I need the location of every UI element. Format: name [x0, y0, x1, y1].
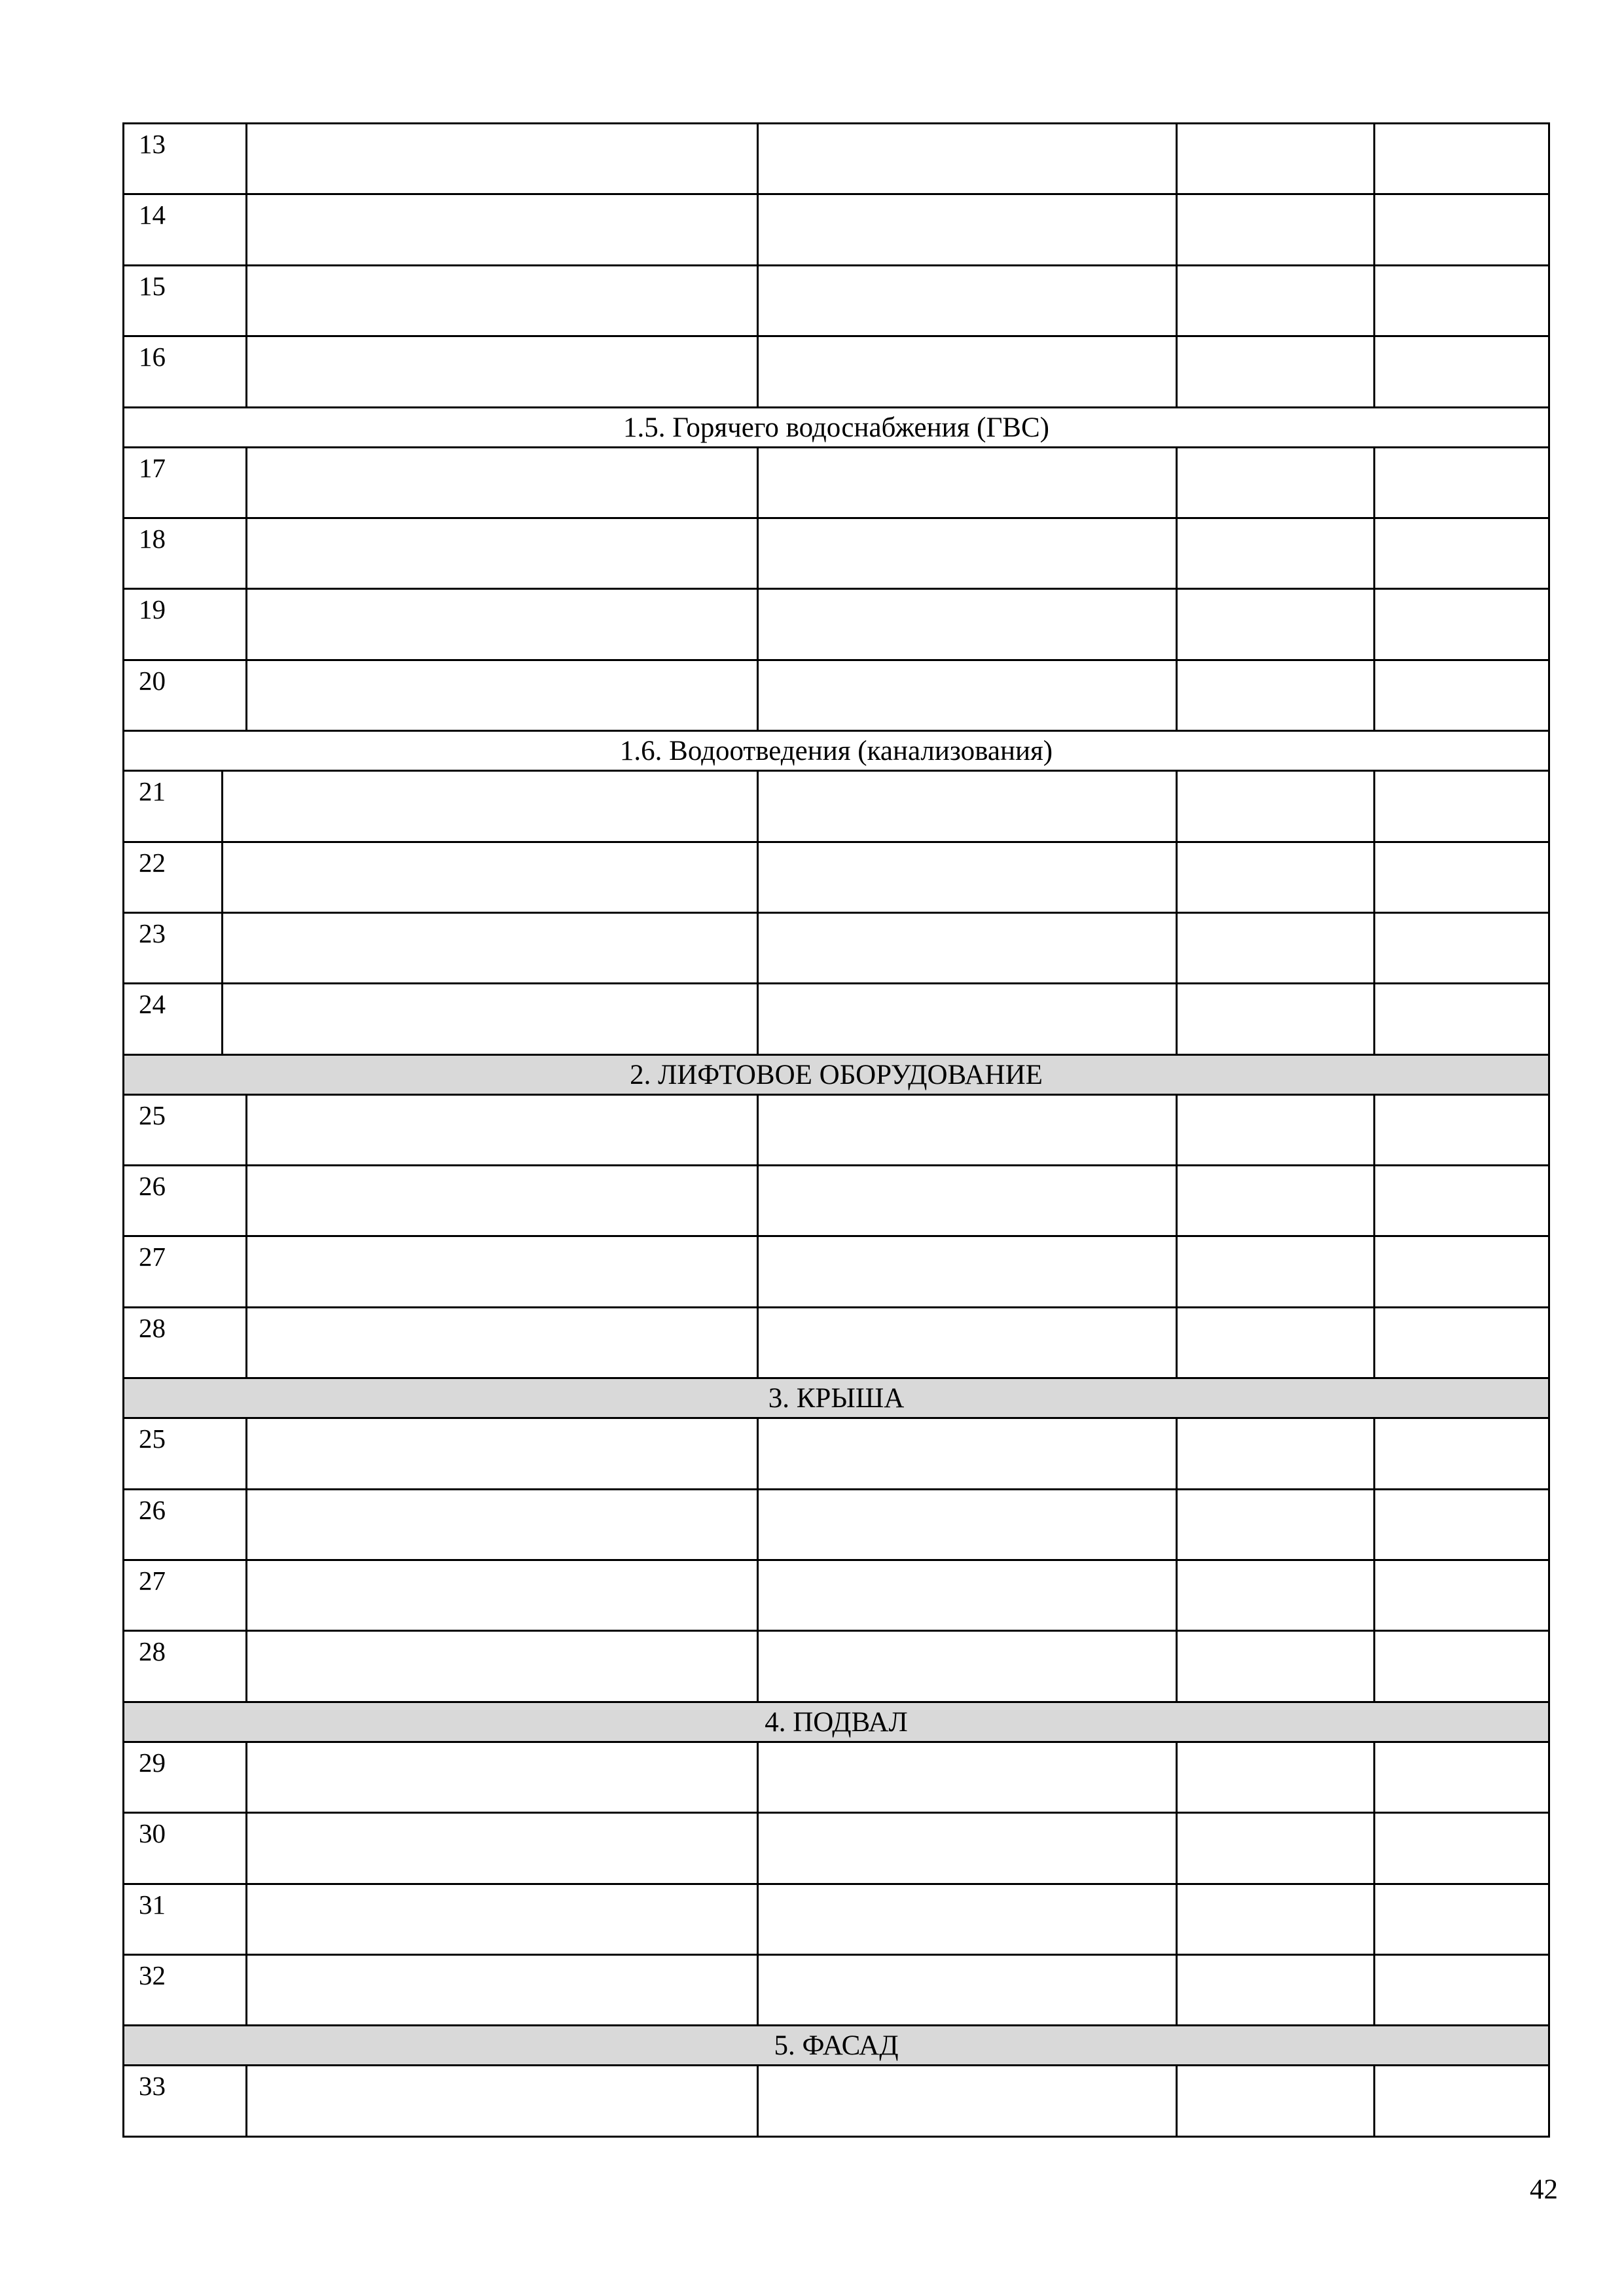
note-cell — [1375, 842, 1549, 912]
note-cell — [1375, 1884, 1549, 1954]
value-cell — [758, 1631, 1177, 1702]
note-cell — [1375, 1813, 1549, 1884]
row-number-cell: 27 — [124, 1560, 247, 1631]
value-cell — [758, 1418, 1177, 1489]
inspection-table — [122, 122, 1550, 2138]
note-cell — [1375, 194, 1549, 265]
table-row — [124, 1094, 1549, 1165]
table-row — [124, 1954, 1549, 2025]
section-title: 3. КРЫША — [124, 1378, 1549, 1418]
value-cell — [758, 336, 1177, 407]
note-cell — [1375, 589, 1549, 660]
date-cell — [1177, 265, 1375, 336]
table-row — [124, 1166, 1549, 1236]
date-cell — [1177, 1742, 1375, 1812]
note-cell — [1375, 518, 1549, 588]
description-cell — [247, 1094, 758, 1165]
row-number-cell: 29 — [124, 1742, 247, 1812]
row-number-cell: 31 — [124, 1884, 247, 1954]
table-row — [124, 1742, 1549, 1812]
date-cell — [1177, 1307, 1375, 1378]
section-title: 5. ФАСАД — [124, 2026, 1549, 2066]
row-number-cell: 27 — [124, 1236, 247, 1307]
section-header-row — [124, 407, 1549, 447]
value-cell — [758, 1560, 1177, 1631]
row-number-cell: 26 — [124, 1489, 247, 1560]
note-cell — [1375, 984, 1549, 1054]
row-number-cell: 32 — [124, 1954, 247, 2025]
table-row — [124, 447, 1549, 518]
table-row — [124, 589, 1549, 660]
note-cell — [1375, 1742, 1549, 1812]
value-cell — [758, 1884, 1177, 1954]
note-cell — [1375, 1094, 1549, 1165]
description-cell — [247, 1560, 758, 1631]
note-cell — [1375, 1489, 1549, 1560]
section-header-row — [124, 1702, 1549, 1742]
value-cell — [758, 1166, 1177, 1236]
value-cell — [758, 447, 1177, 518]
date-cell — [1177, 2066, 1375, 2136]
description-cell — [247, 2066, 758, 2136]
row-number-cell: 13 — [124, 124, 247, 194]
table-row — [124, 1560, 1549, 1631]
section-title: 4. ПОДВАЛ — [124, 1702, 1549, 1742]
description-cell — [223, 771, 758, 842]
date-cell — [1177, 984, 1375, 1054]
value-cell — [758, 518, 1177, 588]
date-cell — [1177, 589, 1375, 660]
date-cell — [1177, 124, 1375, 194]
date-cell — [1177, 1954, 1375, 2025]
table-row — [124, 194, 1549, 265]
description-cell — [247, 518, 758, 588]
note-cell — [1375, 2066, 1549, 2136]
table-row — [124, 1813, 1549, 1884]
date-cell — [1177, 1813, 1375, 1884]
value-cell — [758, 1094, 1177, 1165]
row-number-cell: 17 — [124, 447, 247, 518]
section-header-row — [124, 2026, 1549, 2066]
date-cell — [1177, 912, 1375, 983]
value-cell — [758, 1489, 1177, 1560]
table-row — [124, 984, 1549, 1054]
table-row — [124, 1307, 1549, 1378]
value-cell — [758, 589, 1177, 660]
description-cell — [223, 984, 758, 1054]
section-title: 2. ЛИФТОВОЕ ОБОРУДОВАНИЕ — [124, 1054, 1549, 1094]
value-cell — [758, 1236, 1177, 1307]
table-row — [124, 265, 1549, 336]
value-cell — [758, 124, 1177, 194]
value-cell — [758, 194, 1177, 265]
description-cell — [247, 1489, 758, 1560]
note-cell — [1375, 265, 1549, 336]
table-row — [124, 1418, 1549, 1489]
note-cell — [1375, 1418, 1549, 1489]
description-cell — [247, 1742, 758, 1812]
value-cell — [758, 265, 1177, 336]
row-number-cell: 16 — [124, 336, 247, 407]
date-cell — [1177, 842, 1375, 912]
row-number-cell: 24 — [124, 984, 223, 1054]
row-number-cell: 25 — [124, 1418, 247, 1489]
description-cell — [247, 336, 758, 407]
row-number-cell: 23 — [124, 912, 223, 983]
date-cell — [1177, 1560, 1375, 1631]
date-cell — [1177, 447, 1375, 518]
note-cell — [1375, 124, 1549, 194]
date-cell — [1177, 1631, 1375, 1702]
value-cell — [758, 2066, 1177, 2136]
description-cell — [247, 660, 758, 730]
date-cell — [1177, 518, 1375, 588]
note-cell — [1375, 1236, 1549, 1307]
date-cell — [1177, 660, 1375, 730]
date-cell — [1177, 1236, 1375, 1307]
description-cell — [247, 447, 758, 518]
description-cell — [247, 265, 758, 336]
value-cell — [758, 912, 1177, 983]
description-cell — [247, 124, 758, 194]
note-cell — [1375, 1307, 1549, 1378]
value-cell — [758, 984, 1177, 1054]
description-cell — [247, 1813, 758, 1884]
table-row — [124, 912, 1549, 983]
date-cell — [1177, 194, 1375, 265]
value-cell — [758, 660, 1177, 730]
note-cell — [1375, 1631, 1549, 1702]
date-cell — [1177, 771, 1375, 842]
table-row — [124, 1489, 1549, 1560]
date-cell — [1177, 1094, 1375, 1165]
row-number-cell: 22 — [124, 842, 223, 912]
section-title: 1.5. Горячего водоснабжения (ГВС) — [124, 407, 1549, 447]
row-number-cell: 26 — [124, 1166, 247, 1236]
row-number-cell: 15 — [124, 265, 247, 336]
row-number-cell: 19 — [124, 589, 247, 660]
description-cell — [247, 1236, 758, 1307]
row-number-cell: 30 — [124, 1813, 247, 1884]
description-cell — [247, 1166, 758, 1236]
note-cell — [1375, 447, 1549, 518]
value-cell — [758, 1813, 1177, 1884]
date-cell — [1177, 336, 1375, 407]
description-cell — [223, 912, 758, 983]
table-row — [124, 1236, 1549, 1307]
date-cell — [1177, 1884, 1375, 1954]
row-number-cell: 18 — [124, 518, 247, 588]
note-cell — [1375, 1954, 1549, 2025]
section-header-row — [124, 1378, 1549, 1418]
table-row — [124, 518, 1549, 588]
table-row — [124, 842, 1549, 912]
description-cell — [247, 1631, 758, 1702]
value-cell — [758, 1307, 1177, 1378]
date-cell — [1177, 1166, 1375, 1236]
description-cell — [247, 194, 758, 265]
description-cell — [223, 842, 758, 912]
row-number-cell: 33 — [124, 2066, 247, 2136]
value-cell — [758, 771, 1177, 842]
table-row — [124, 771, 1549, 842]
row-number-cell: 20 — [124, 660, 247, 730]
section-header-row — [124, 1054, 1549, 1094]
page-number: 42 — [1530, 2174, 1558, 2205]
value-cell — [758, 1742, 1177, 1812]
description-cell — [247, 1307, 758, 1378]
table-row — [124, 1884, 1549, 1954]
row-number-cell: 14 — [124, 194, 247, 265]
description-cell — [247, 1418, 758, 1489]
description-cell — [247, 1954, 758, 2025]
note-cell — [1375, 912, 1549, 983]
value-cell — [758, 1954, 1177, 2025]
row-number-cell: 28 — [124, 1307, 247, 1378]
table-row — [124, 2066, 1549, 2136]
description-cell — [247, 589, 758, 660]
note-cell — [1375, 336, 1549, 407]
section-header-row — [124, 731, 1549, 771]
date-cell — [1177, 1418, 1375, 1489]
table-row — [124, 660, 1549, 730]
row-number-cell: 21 — [124, 771, 223, 842]
row-number-cell: 25 — [124, 1094, 247, 1165]
row-number-cell: 28 — [124, 1631, 247, 1702]
section-title: 1.6. Водоотведения (канализования) — [124, 731, 1549, 771]
description-cell — [247, 1884, 758, 1954]
note-cell — [1375, 1560, 1549, 1631]
table-row — [124, 1631, 1549, 1702]
value-cell — [758, 842, 1177, 912]
table-body — [124, 124, 1549, 2137]
note-cell — [1375, 771, 1549, 842]
note-cell — [1375, 660, 1549, 730]
table-row — [124, 336, 1549, 407]
note-cell — [1375, 1166, 1549, 1236]
date-cell — [1177, 1489, 1375, 1560]
table-row — [124, 124, 1549, 194]
